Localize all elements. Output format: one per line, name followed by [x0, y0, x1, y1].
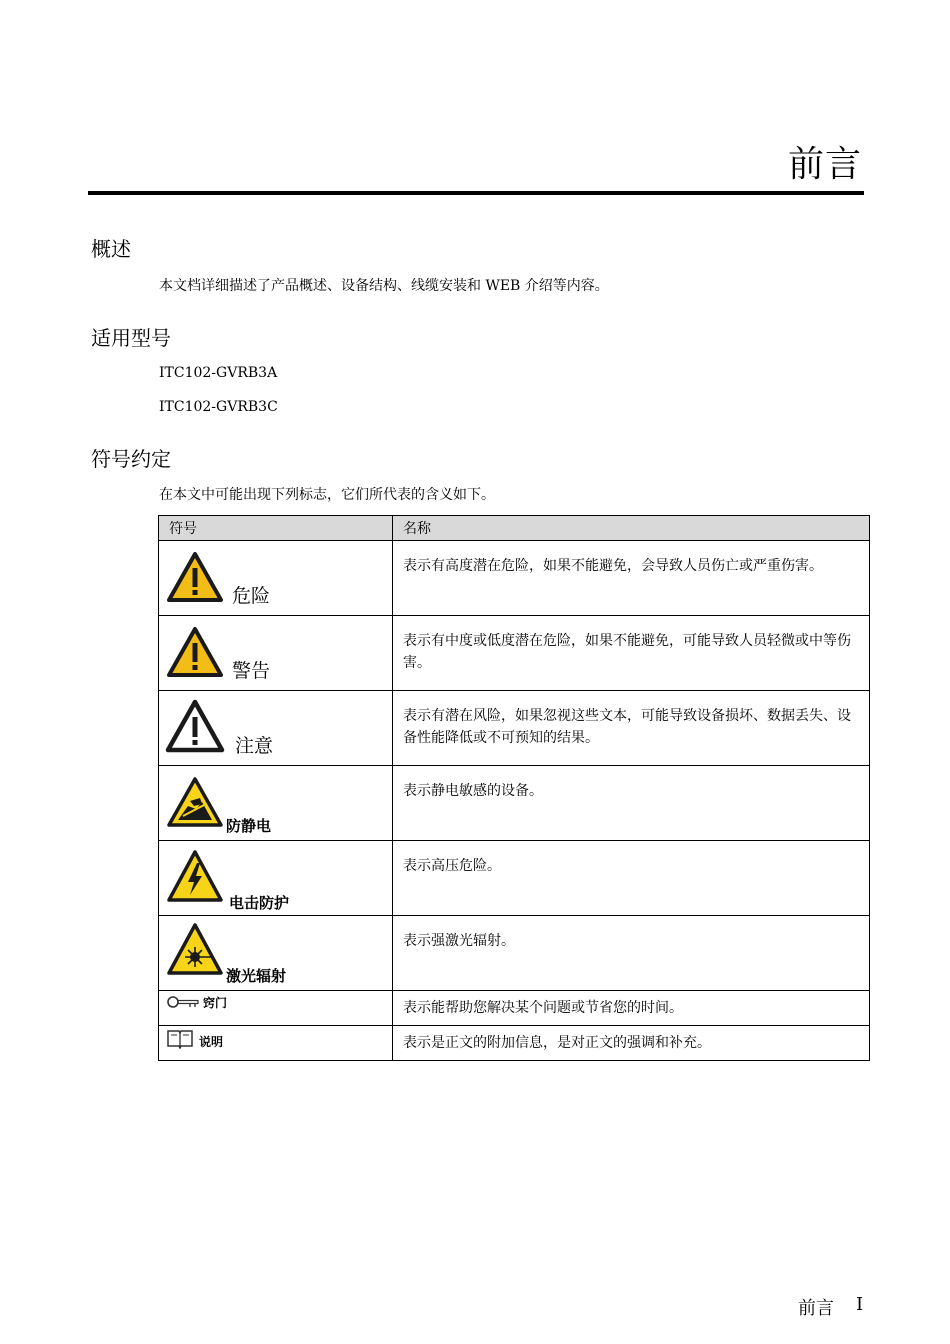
danger-icon [166, 551, 224, 603]
description-cell: 表示能帮助您解决某个问题或节省您的时间。 [393, 991, 870, 1026]
book-icon [166, 1029, 194, 1049]
tip-label: 窍门 [203, 996, 228, 1010]
key-icon [166, 995, 200, 1009]
description-cell: 表示高压危险。 [393, 841, 870, 916]
footer-title: 前言 [798, 1298, 834, 1319]
description-cell: 表示强激光辐射。 [393, 916, 870, 991]
description-cell: 表示有中度或低度潜在危险，如果不能避免，可能导致人员轻微或中等伤害。 [393, 616, 870, 691]
conventions-intro: 在本文中可能出现下列标志，它们所代表的含义如下。 [159, 487, 495, 503]
symbol-cell [159, 1026, 393, 1061]
electric-shock-icon [166, 849, 224, 903]
symbol-cell [159, 991, 393, 1026]
symbol-cell [159, 841, 393, 916]
laser-icon [166, 922, 224, 976]
overview-heading: 概述 [91, 237, 131, 261]
electric-shock-label: 电击防护 [229, 894, 290, 912]
symbol-cell [159, 616, 393, 691]
description-cell: 表示有潜在风险，如果忽视这些文本，可能导致设备损坏、数据丢失、设备性能降低或不可预知的结果。 [393, 691, 870, 766]
page-number: I [856, 1294, 864, 1315]
symbol-cell [159, 691, 393, 766]
caution-icon [165, 699, 225, 753]
description-cell: 表示静电敏感的设备。 [393, 766, 870, 841]
symbol-cell [159, 541, 393, 616]
model-item: ITC102-GVRB3C [159, 399, 278, 415]
model-item: ITC102-GVRB3A [159, 365, 278, 381]
table-row [159, 616, 870, 691]
table-row [159, 991, 870, 1026]
title-rule [88, 191, 864, 195]
note-label: 说明 [199, 1035, 224, 1049]
symbol-cell [159, 766, 393, 841]
esd-icon [166, 776, 224, 828]
overview-text: 本文档详细描述了产品概述、设备结构、线缆安装和 WEB 介绍等内容。 [159, 278, 609, 294]
column-header-name: 名称 [393, 516, 870, 541]
table-row [159, 1026, 870, 1061]
danger-label: 危险 [232, 585, 271, 607]
page-title: 前言 [787, 144, 862, 185]
table-row [159, 916, 870, 991]
column-header-symbol: 符号 [159, 516, 393, 541]
table-header-row [159, 516, 870, 541]
laser-label: 激光辐射 [226, 967, 287, 985]
table-row [159, 766, 870, 841]
warning-icon [166, 626, 224, 678]
warning-label: 警告 [232, 660, 271, 682]
conventions-heading: 符号约定 [91, 447, 171, 471]
symbol-cell [159, 916, 393, 991]
description-cell: 表示有高度潜在危险，如果不能避免，会导致人员伤亡或严重伤害。 [393, 541, 870, 616]
esd-label: 防静电 [226, 817, 272, 835]
symbol-table [158, 515, 870, 1061]
table-row [159, 541, 870, 616]
table-row [159, 691, 870, 766]
models-heading: 适用型号 [91, 326, 171, 350]
description-cell: 表示是正文的附加信息，是对正文的强调和补充。 [393, 1026, 870, 1061]
caution-label: 注意 [235, 735, 274, 757]
table-row [159, 841, 870, 916]
